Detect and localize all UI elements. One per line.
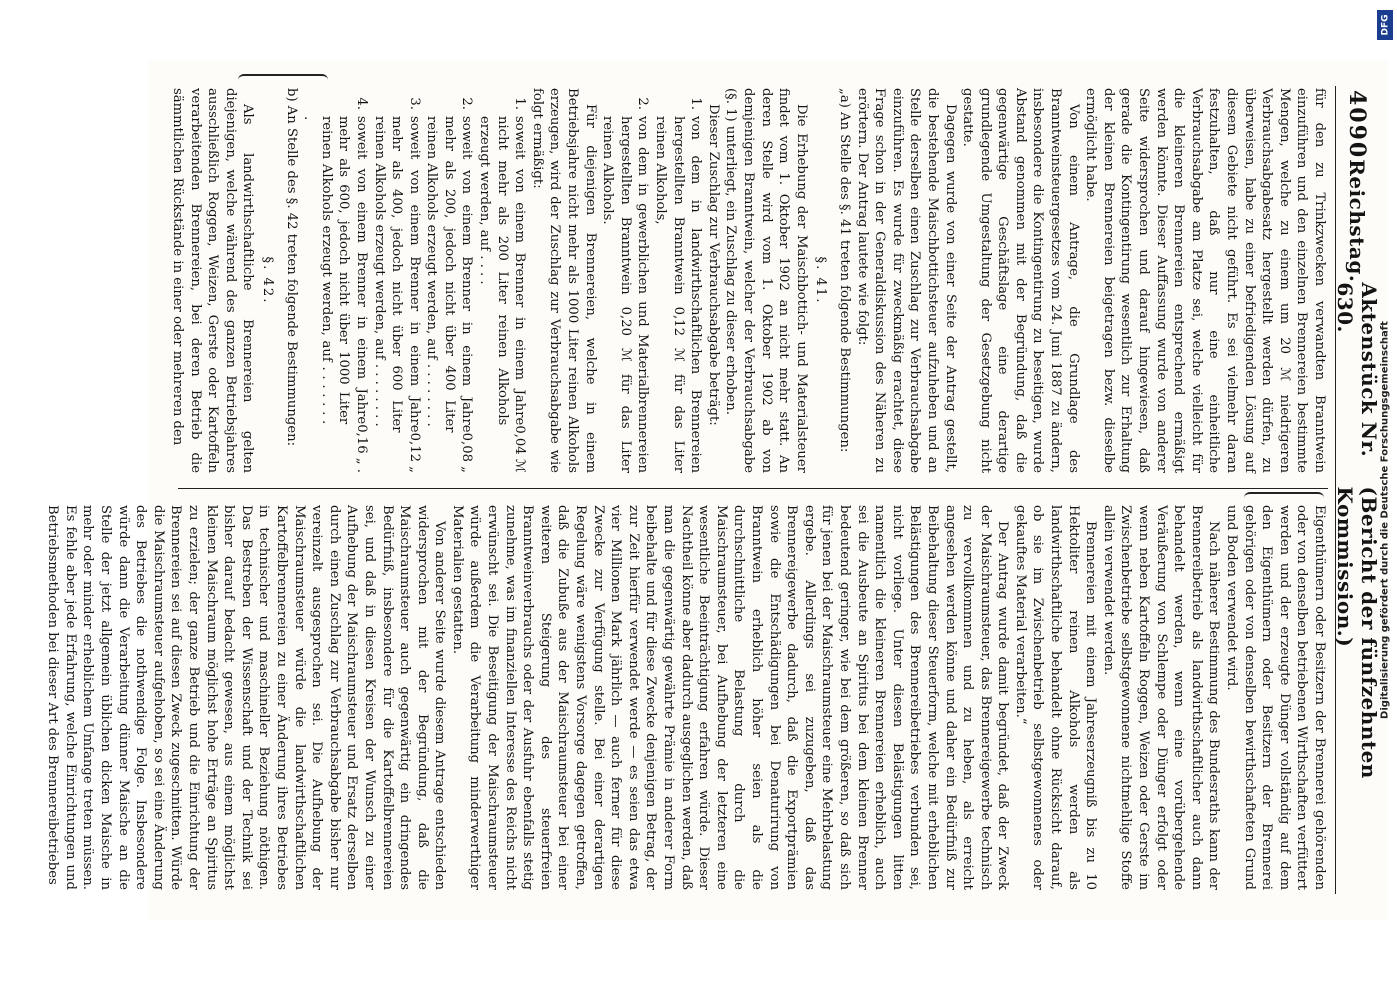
list-number: 2. — [459, 97, 475, 110]
margin-bracket — [238, 74, 328, 82]
list-item — [599, 88, 652, 473]
rate-value: 0,16 „ . — [353, 424, 369, 473]
paragraph: Der Antrag wurde damit begründet, daß der Zweck der Maischraumsteuer, das Brennereigewerbe technisch zu vervollkommnen und zu heben, als erreicht angesehen werden könne und daher ein Bedürfniß zur Beibehaltung dieser Steuerform, welche mit erheblichen Belästigungen des Brennereibetriebes verbunden sei, nicht vorliege. Unter diesen Belästigungen litten namentlich die kleineren Brennereien erheblich, auch sei die Ausbeute an Spiritus bei dem kleinen Brenner bedeutend geringer, wie bei dem größeren, so daß sich für jenen bei der Maischraumsteuer eine Mehrbelastung ergebe. Allerdings sei zuzugeben, daß das Brennereigewerbe dadurch, daß die Exportprämien sowie die Entschädigungen bei Denaturirung von Branntwein erheblich höher seien als die durchschnittliche Belastung durch die Maischraumsteuer, bei Aufhebung der letzteren eine wesentliche Beeinträchtigung erfahren würde. Dieser Nachtheil könne aber dadurch ausgeglichen werden, daß man die gegenwärtig gewährte Prämie in anderer Form beibehalte und für diese Zwecke denjenigen Betrag, der zur Zeit hierfür verwendet werde — es seien das etwa vier Millionen Mark jährlich — auch ferner für diese Zwecke zur Verfügung stelle. Bei einer derartigen Regelung wäre wenigstens Vorsorge dagegen getroffen, daß die Zubuße aus der Maischraumsteuer bei einer weiteren Steigerung des steuerfreien Branntweinverbrauchs oder der Ausfuhr ebenfalls stetig zunehme, was im finanziellen Interesse des Reichs nicht erwünscht sei. Die Beseitigung der Maischraumsteuer würde außerdem die Verarbeitung minderwerthiger Materialien gestatten. — [449, 505, 1011, 890]
margin-bracket — [1244, 492, 1324, 500]
rate-text: soweit von einem Brenner in einem Jahre mehr als 200, jedoch nicht über 400 Liter reinen Alkohols erzeugt werden, auf . . . . . . . . — [424, 116, 475, 433]
paragraph: Nach näherer Bestimmung des Bundesraths kann der Brennereibetrieb als landwirthschaftlicher auch dann behandelt werden, wenn eine vorübergehende Veräußerung von Schlempe oder Dünger erfolgt oder wenn neben Kartoffeln Roggen, Weizen oder Gerste im Zwischenbetriebe selbstgewonnene nichtmehlige Stoffe allein verwendet werden. — [1100, 505, 1222, 890]
page-header — [1333, 90, 1381, 890]
list-number: 1. — [688, 97, 704, 110]
paragraph: b) An Stelle des §. 42 treten folgende Bestimmungen: — [283, 88, 299, 447]
page-number: 4090 — [1344, 90, 1370, 160]
header-document: Aktenstück Nr. 630. — [1333, 282, 1381, 458]
rate-item — [300, 88, 370, 473]
paragraph: Für diejenigen Brennereien, welche in einem Betriebsjahre nicht mehr als 1000 Liter reinen Alkohols erzeugen, wird der Zuschlag zur Verbrauchsabgabe wie folgt ermäßigt: — [529, 88, 598, 473]
left-column — [168, 88, 1328, 473]
document-page — [45, 60, 1388, 920]
dfg-attribution-text: Digitalisierung gefördert durch die Deutsche Forschungsgemeinschaft — [1379, 321, 1391, 719]
list-item — [651, 88, 704, 473]
rate-value: 0,04 ℳ — [512, 425, 528, 473]
header-commission: (Bericht der fünfzehnten Kommission.) — [1333, 486, 1381, 779]
paragraph: Die Erhebung der Maischbottich- und Materialsteuer findet vom 1. Oktober 1902 an nicht mehr statt. An deren Stelle wird vom 1. Oktober 1902 ab von demjenigen Branntwein, welcher der Verbrauchsabgabe (§. 1) unterliegt, ein Zuschlag zu dieser erhoben. — [723, 88, 809, 473]
list-number: 2. — [635, 97, 651, 110]
rate-text: soweit von einem Brenner in einem Jahre nicht mehr als 200 Liter reinen Alkohols erzeugt werden, auf . . . . — [477, 116, 528, 426]
list-number: 3. — [406, 97, 422, 110]
rate-item — [423, 88, 476, 473]
dfg-logo — [1377, 10, 1393, 40]
rate-value: 0,12 „ — [406, 432, 422, 473]
header-rule — [1335, 86, 1336, 894]
list-text: von dem in gewerblichen und Materialbrennereien hergestellten Branntwein 0,20 ℳ für das Liter reinen Alkohols. — [600, 116, 651, 473]
right-column — [45, 505, 1328, 890]
dfg-logo-text: DFG — [1380, 14, 1391, 36]
paragraph: Eigenthümern oder Besitzern der Brennerei gehörenden oder von denselben betriebenen Wirthschaften verfüttert werden und der erzeugte Dünger vollständig auf dem den Eigenthümern oder Besitzern der Brennerei gehörigen oder von denselben bewirthschafteten Grund und Boden verwendet wird. — [1224, 505, 1327, 890]
paragraph: Als landwirthschaftliche Brennereien gelten diejenigen, welche während des ganzen Betriebsjahres ausschließlich Roggen, Weizen, Gerste oder Kartoffeln verarbeitenden Brennereien, bei deren Betrieb die sämmtlichen Rückstände in einer oder mehreren den — [170, 88, 256, 473]
list-text: von dem in landwirthschaftlichen Brennereien hergestellten Branntwein 0,12 ℳ für das Liter reinen Alkohols, — [653, 116, 704, 473]
rate-value: 0,08 „ — [459, 432, 475, 473]
paragraph: Brennereien mit einem Jahreserzeugniß bis zu 10 Hektoliter reinen Alkohols werden als landwirthschaftliche behandelt ohne Rücksicht darauf, ob sie im Zwischenbetrieb selbstgewonnenes oder gekauftes Material verarbeiten.“ — [1012, 505, 1099, 890]
rate-item — [370, 88, 423, 473]
paragraph: „a) An Stelle des §. 41 treten folgende Bestimmungen: — [836, 88, 852, 453]
paragraph: Dagegen wurde von einer Seite der Antrag gestellt, die bestehende Maischbottichsteuer aufzuheben und an Stelle derselben einen Zuschlag zur Verbrauchsabgabe einzuführen. Es wurde für zweckmäßig erachtet, diese Frage schon in der Generaldiskussion des Näheren zu erörtern. Der Antrag lautete wie folgt: — [854, 88, 958, 473]
list-number: 1. — [512, 97, 528, 110]
paragraph: für den zu Trinkzwecken verwandten Branntwein einzuführen und den einzelnen Brennereien bestimmte Mengen, welche zu einem um 20 ℳ niedrigeren Verbrauchsabgabesatz hergestellt werden dürfen, zu überweisen, habe zu einer befriedigenden Lösung auf diesem Gebiete nicht geführt. Es sei vielmehr daran festzuhalten, daß nur eine einheitliche Verbrauchsabgabe am Platze sei, welche vielleicht für die kleineren Brennereien entsprechend ermäßigt werden könnte. Dieser Auffassung wurde von anderer Seite widersprochen und darauf hingewiesen, daß gerade die Kontingentirung wesentlich zur Erhaltung der kleinen Brennereien beigetragen bezw. dieselbe ermöglicht habe. — [1083, 88, 1327, 473]
paragraph: Von einem Antrage, die Grundlage des Branntweinsteuergesetzes vom 24. Juni 1887 zu ändern, insbesondere die Kontingentirung zu beseitigen, wurde Abstand genommen mit der Begründung, daß die gegenwärtige Geschäftslage eine derartige grundlegende Umgestaltung der Gesetzgebung nicht gestatte. — [960, 88, 1081, 473]
paragraph: Von anderer Seite wurde diesem Antrage entschieden widersprochen mit der Begründung, daß die Maischraumsteuer auch gegenwärtig ein dringendes Bedürfniß, insbesondere für die Kartoffelbrennereien sei, und daß in diesen Kreisen der Wunsch zu einer Aufhebung der Maischraumsteuer und Ersatz derselben durch einen Zuschlag zur Verbrauchsabgabe bisher nur vereinzelt ausgesprochen sei. Die Aufhebung der Maischraumsteuer würde die landwirthschaftlichen Kartoffelbrennereien zu einer Änderung ihres Betriebes in technischer und maschineller Beziehung nöthigen. Das Bestreben der Wissenschaft und der Technik sei bisher darauf bedacht gewesen, aus einem möglichst kleinen Maischraum möglichst hohe Erträge an Spiritus zu erzielen; der ganze Betrieb und die Einrichtung der Brennereien sei auf diesen Zweck zugeschnitten. Würde die Maischraumsteuer aufgehoben, so sei eine Änderung des Betriebes die nothwendige Folge. Insbesondere würde dann die Verarbeitung dünner Maische an die Stelle der jetzt allgemein üblichen dicken Maische in mehr oder minder erheblichem Umfange treten müssen. Es fehle aber jede Erfahrung, welche Einrichtungen und Betriebsmethoden bei dieser Art des Brennereibetriebes — [45, 505, 448, 890]
rate-item — [476, 88, 529, 473]
paragraph: Dieser Zuschlag zur Verbrauchsabgabe beträgt: — [705, 104, 721, 426]
section-heading-41: §. 41. — [813, 256, 829, 305]
column-divider — [178, 488, 1328, 489]
section-heading-42: §. 42. — [259, 256, 275, 305]
list-number: 4. — [353, 97, 369, 110]
header-title: Reichstag. — [1345, 159, 1369, 283]
rate-text: soweit von einem Brenner in einem Jahre mehr als 600, jedoch nicht über 1000 Liter reinen Alkohols erzeugt werden, auf . . . . . . . . — [301, 116, 369, 425]
rate-text: soweit von einem Brenner in einem Jahre mehr als 400, jedoch nicht über 600 Liter reinen Alkohols erzeugt werden, auf . . . . . . . . — [371, 116, 422, 433]
